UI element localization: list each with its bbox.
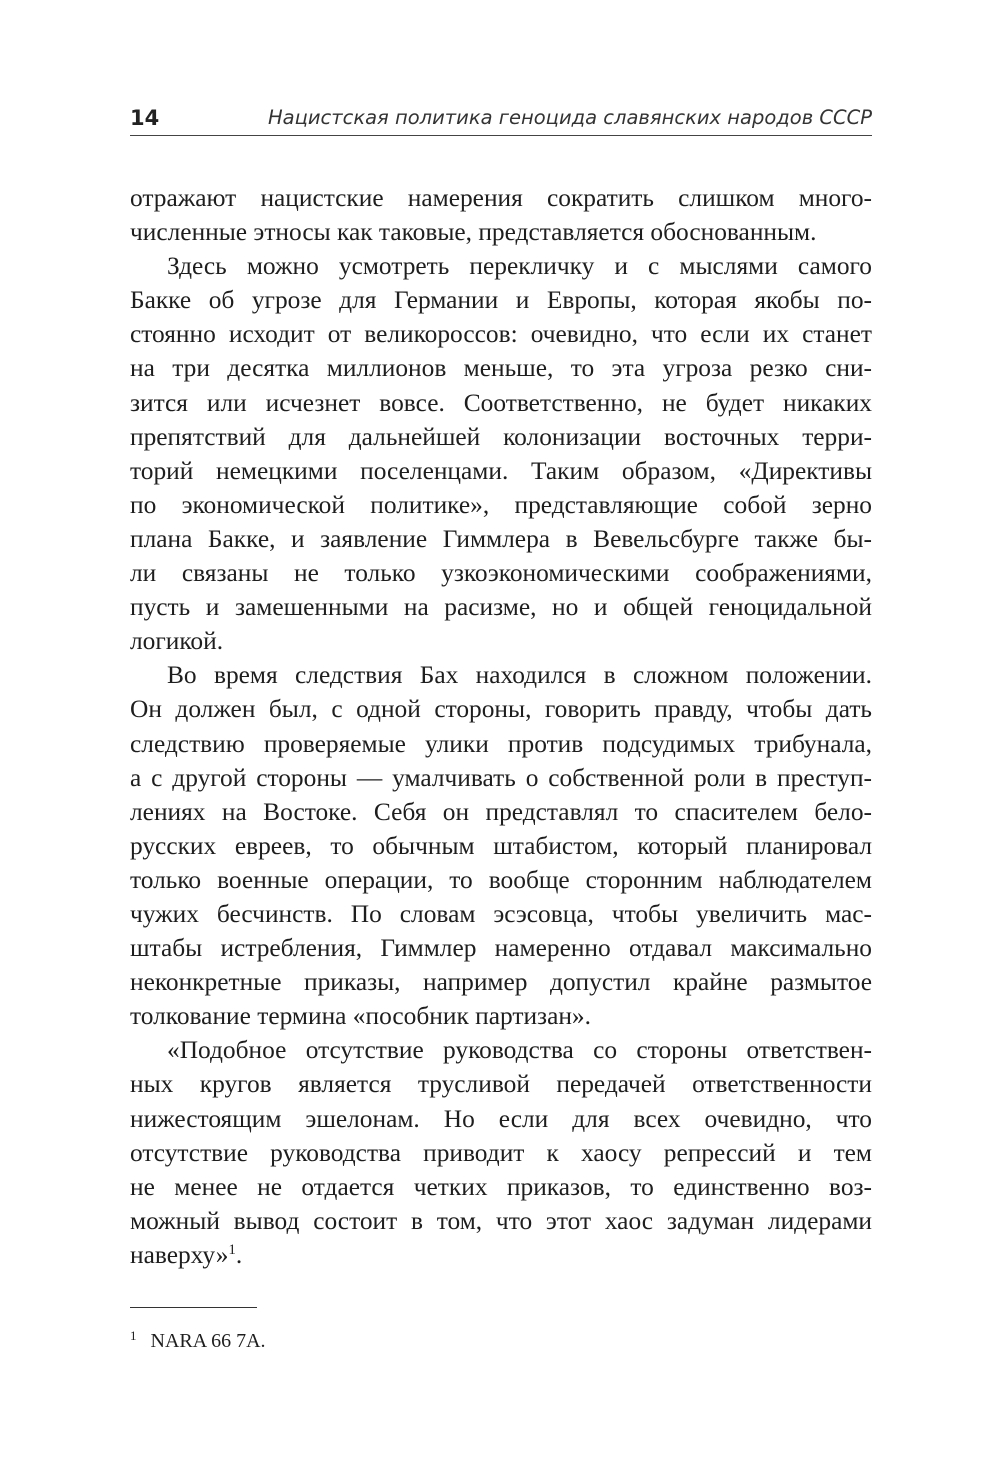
text-line: Во время следствия Бах находился в сложном положении. <box>167 661 872 690</box>
text-line: чужих бесчинств. По словам эсэсовца, чтобы увеличить мас- <box>130 899 872 928</box>
footnote <box>130 1322 266 1355</box>
text-line: пусть и замешенными на расизме, но и общей геноцидальной <box>130 593 872 622</box>
text-line: Он должен был, с одной стороны, говорить правду, чтобы дать <box>130 695 872 724</box>
text-line: Здесь можно усмотреть перекличку и с мыслями самого <box>167 252 872 281</box>
footnote-reference[interactable]: 1 <box>228 1241 236 1258</box>
text-line: на три десятка миллионов меньше, то эта угроза резко сни- <box>130 354 872 383</box>
text-line: наверху» <box>130 1240 229 1269</box>
text-line: отражают нацистские намерения сократить слишком много- <box>130 184 872 212</box>
footnote-text: NARA 66 7A. <box>150 1330 266 1352</box>
body-text <box>130 181 872 1272</box>
sentence-end: . <box>235 1240 243 1269</box>
text-line: неконкретные приказы, например допустил крайне размытое <box>130 968 872 997</box>
footnote-mark: 1 <box>130 1328 137 1343</box>
text-line: можный вывод состоит в том, что этот хаос задуман лидерами <box>130 1206 872 1235</box>
text-line: торий немецкими поселенцами. Таким образом, «Директивы <box>130 456 872 485</box>
text-line: не менее не отдается четких приказов, то единственно воз- <box>130 1172 872 1201</box>
text-line: ли связаны не только узкоэкономическими соображениями, <box>130 559 872 588</box>
paragraph <box>130 181 872 249</box>
text-line-with-footnote <box>130 1238 872 1272</box>
text-line: штабы истребления, Гиммлер намеренно отдавал максимально <box>130 934 872 963</box>
page-number: 14 <box>130 106 160 130</box>
paragraph <box>130 249 872 658</box>
text-line: а с другой стороны — умалчивать о собственной роли в преступ- <box>130 763 872 792</box>
text-line: русских евреев, то обычным штабистом, который планировал <box>130 831 872 860</box>
footnote-divider <box>130 1307 257 1308</box>
text-line: плана Бакке, и заявление Гиммлера в Вевельсбурге также бы- <box>130 524 872 553</box>
running-title: Нацистская политика геноцида славянских народов СССР <box>267 106 872 129</box>
text-line: стоянно исходит от великороссов: очевидно, что если их станет <box>130 320 872 349</box>
text-line: препятствий для дальнейшей колонизации восточных терри- <box>130 422 872 451</box>
paragraph <box>130 1033 872 1272</box>
text-line: нижестоящим эшелонам. Но если для всех очевидно, что <box>130 1104 872 1133</box>
text-line: численные этносы как таковые, представляется обоснованным. <box>130 218 817 247</box>
text-line: зится или исчезнет вовсе. Соответственно, не будет никаких <box>130 388 872 417</box>
text-line: толкование термина «пособник партизан». <box>130 1002 591 1031</box>
text-line: Бакке об угрозе для Германии и Европы, которая якобы по- <box>130 286 872 315</box>
text-line: лениях на Востоке. Себя он представлял то спасителем бело- <box>130 797 872 826</box>
text-line: отсутствие руководства приводит к хаосу репрессий и тем <box>130 1138 872 1167</box>
text-line: ных кругов является трусливой передачей ответственности <box>130 1070 872 1099</box>
text-line: по экономической политике», представляющие собой зерно <box>130 490 872 519</box>
text-line: логикой. <box>130 627 224 656</box>
running-head <box>130 103 872 136</box>
paragraph <box>130 658 872 1033</box>
text-line: следствию проверяемые улики против подсудимых трибунала, <box>130 729 872 758</box>
text-line: только военные операции, то вообще сторонним наблюдателем <box>130 865 872 894</box>
text-line: «Подобное отсутствие руководства со стороны ответствен- <box>167 1036 872 1065</box>
